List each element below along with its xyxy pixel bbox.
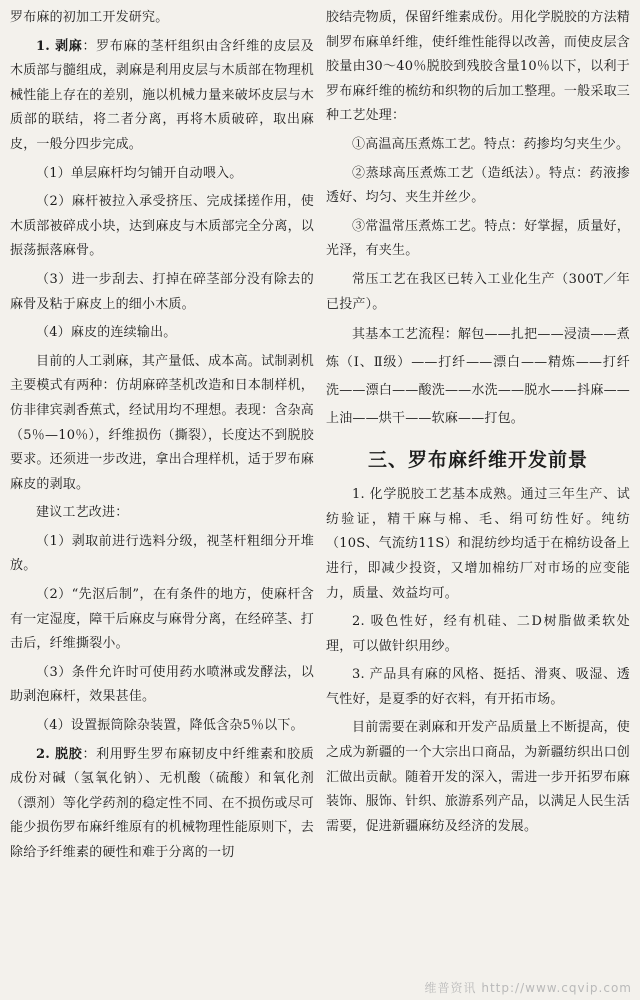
- paragraph: 胶结壳物质，保留纤维素成份。用化学脱胶的方法精制罗布麻单纤维，使纤维性能得以改善，而使皮层含胶量由30～40％脱胶到残胶含量10％以下，以利于罗布麻纤维的梳纺和织物的后加工整理。一般采取三种工艺处理：: [326, 10, 630, 124]
- paragraph: 建议工艺改进：: [36, 505, 129, 521]
- paragraph: ②蒸球高压煮炼工艺（造纸法）。特点：药液掺透好、均匀、夹生并丝少。: [326, 165, 630, 206]
- paragraph: （3）进一步刮去、打掉在碎茎部分没有除去的麻骨及粘于麻皮上的细小木质。: [10, 271, 314, 312]
- paragraph: 目前的人工剥麻，其产量低、成本高。试制剥机主要模式有两种：仿胡麻碎茎机改造和日本制样机，仿非律宾剥香蕉式，经试用均不理想。表现：含杂高（5％—10％），纤维损伤（撕裂），长度达不到脱胶要求。还须进一步改进，拿出合理样机，适于罗布麻麻皮的剥取。: [10, 353, 314, 492]
- paragraph: 常压工艺在我区已转入工业化生产（300T／年已投产）。: [326, 271, 630, 312]
- paragraph: ①高温高压煮炼工艺。特点：药掺均匀夹生少。: [352, 136, 630, 152]
- paragraph: ③常温常压煮炼工艺。特点：好掌握，质量好，光泽，有夹生。: [326, 218, 630, 259]
- paragraph-degumming: [10, 743, 314, 866]
- paragraph: 目前需要在剥麻和开发产品质量上不断提高，使之成为新疆的一个大宗出口商品，为新疆纺织出口创汇做出贡献。随着开发的深入，需进一步开拓罗布麻装饰、服饰、针织、旅游系列产品，以满足人民生活需要，促进新疆麻纺及经济的发展。: [326, 720, 630, 834]
- section-heading: 三、罗布麻纤维开发前景: [367, 449, 588, 472]
- paragraph: （1）单层麻杆均匀铺开自动喂入。: [36, 165, 243, 181]
- subsection-title: 1. 剥麻: [36, 38, 83, 54]
- paragraph: 3. 产品具有麻的风格、挺括、滑爽、吸湿、透气性好，是夏季的好衣料，有开拓市场。: [326, 667, 630, 707]
- paragraph: 罗布麻的初加工开发研究。: [10, 10, 169, 25]
- paragraph-peeling: [10, 35, 314, 158]
- paragraph: （4）麻皮的连续输出。: [36, 325, 177, 341]
- paragraph: （4）设置振筒除杂装置，降低含杂5％以下。: [36, 718, 304, 734]
- paragraph: （3）条件允许时可使用药水喷淋或发酵法，以助剥泡麻杆，效果甚佳。: [10, 664, 314, 705]
- subsection-title: 2. 脱胶: [36, 746, 83, 762]
- paragraph: 1. 化学脱胶工艺基本成熟。通过三年生产、试纺验证，精干麻与棉、毛、绢可纺性好。纯纺（10S、气流纺11S）和混纺纱均适于在棉纺设备上进行，即减少投资，又增加棉纺厂对市场的应变能力，质量、效益均可。: [326, 487, 630, 601]
- left-column: [10, 6, 314, 1000]
- paragraph: 2. 吸色性好，经有机硅、二D树脂做柔软处理，可以做针织用纱。: [326, 614, 630, 654]
- paragraph-text: ：利用野生罗布麻韧皮中纤维素和胶质成份对碱（氢氧化钠）、无机酸（硫酸）和氧化剂（漂剂）等化学药剂的稳定性不同、在不损伤或尽可能少损伤罗布麻纤维原有的机械物理性能原则下，去除给予纤维素的硬性和难于分离的一切: [10, 746, 314, 860]
- watermark: 维普资讯 http://www.cqvip.com: [424, 981, 632, 995]
- paragraph: （2）“先沤后制”，在有条件的地方，使麻杆含有一定湿度，障干后麻皮与麻骨分离，在经碎茎、打击后，纤维撕裂小。: [10, 587, 314, 652]
- paragraph: （1）剥取前进行选料分级，视茎杆粗细分开堆放。: [10, 533, 314, 574]
- right-column: [326, 6, 630, 1000]
- paragraph: （2）麻杆被拉入承受挤压、完成揉搓作用，使木质部被碎成小块，达到麻皮与木质部完全分离，以振荡振落麻骨。: [10, 194, 314, 259]
- paragraph-text: ：罗布麻的茎杆组织由含纤维的皮层及木质部与髓组成，剥麻是利用皮层与木质部在物理机械性能上存在的差别，施以机械力量来破坏皮层与木质部的联结，将二者分离，再将木质破碎，取出麻皮，一般分四步完成。: [10, 38, 314, 152]
- process-flow: 其基本工艺流程：解包——扎把——浸渍——煮炼（Ⅰ、Ⅱ级）——打纤——漂白——精炼——打纤洗——漂白——酸洗——水洗——脱水——抖麻——上油——烘干——软麻——打包。: [326, 327, 630, 427]
